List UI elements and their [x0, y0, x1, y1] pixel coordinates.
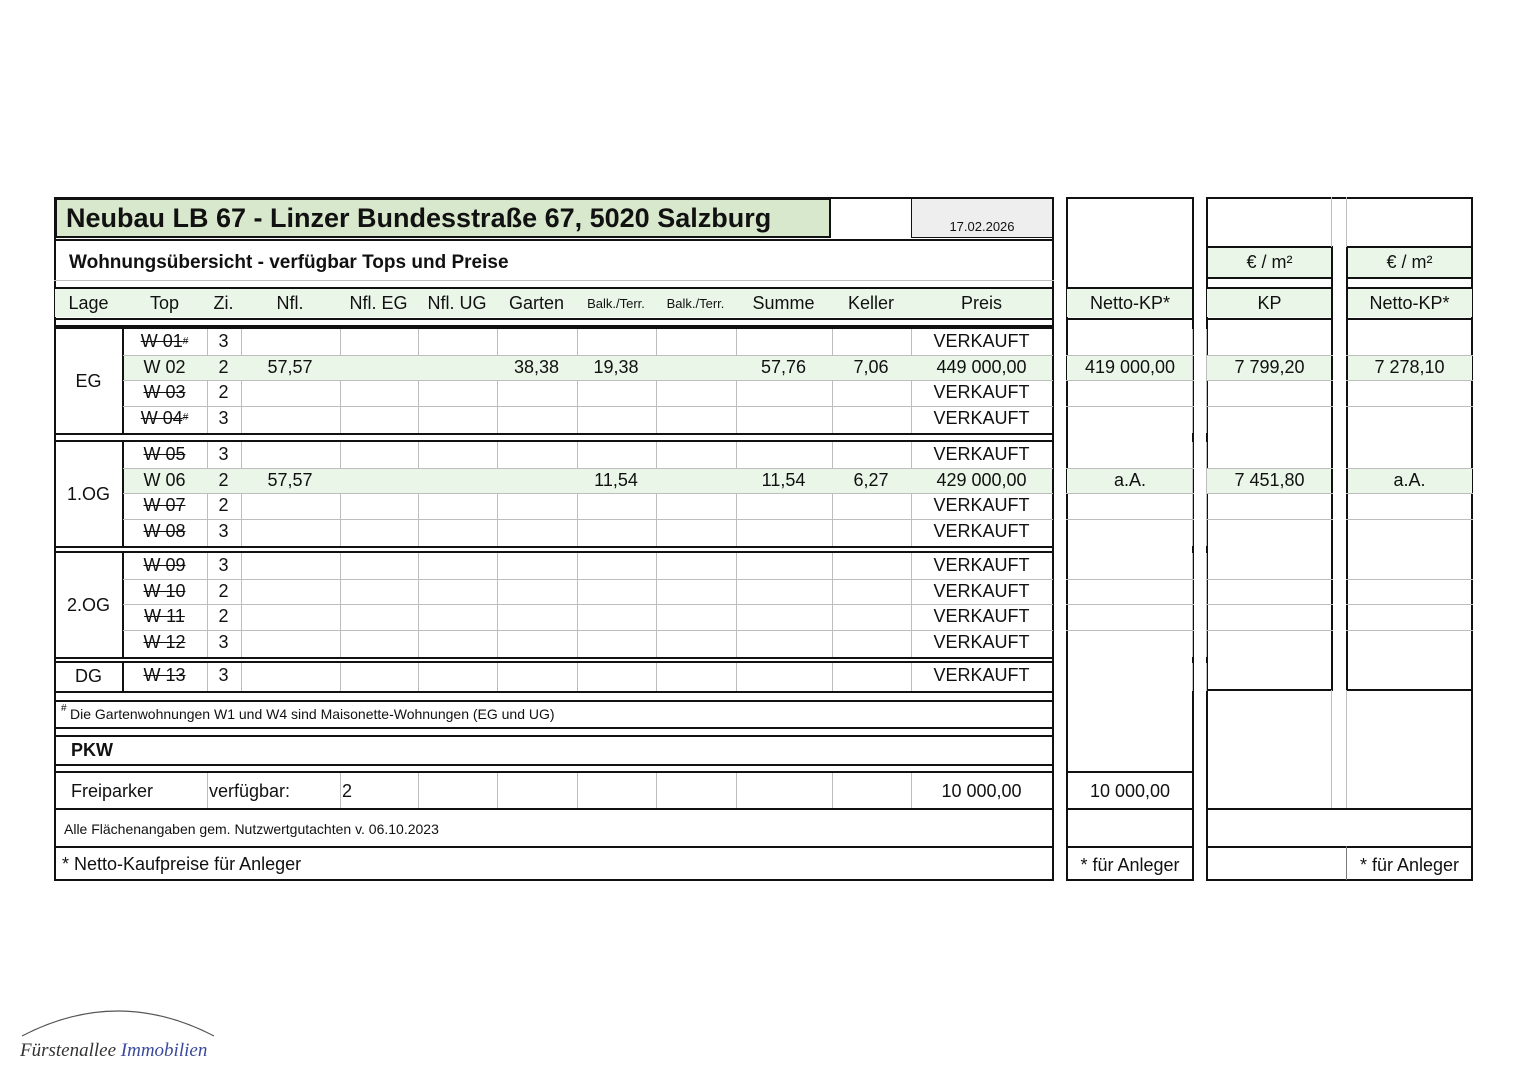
price-cell	[911, 630, 1052, 656]
footnote-text: Die Gartenwohnungen W1 und W4 sind Maisonette-Wohnungen (EG und UG)	[70, 706, 555, 722]
top-cell-value: W 08	[143, 520, 186, 541]
balcony-cell-value: 11,54	[594, 469, 638, 490]
price-cell-value: VERKAUFT	[933, 407, 1030, 428]
unit-header-kp: € / m²	[1246, 252, 1293, 272]
sum-cell	[736, 468, 831, 494]
col-header-balk-1: Balk./Terr.	[587, 295, 645, 311]
price-cell	[911, 468, 1052, 494]
rooms-cell-value: 3	[218, 555, 229, 576]
rooms-cell	[207, 468, 240, 494]
sum-cell-value: 57,76	[760, 356, 807, 377]
cellar-cell	[832, 355, 910, 381]
top-cell: W 01 #	[140, 331, 189, 352]
garden-cell	[497, 355, 576, 381]
pkw-avail-count: 2	[342, 781, 353, 801]
company-logo	[18, 1000, 218, 1070]
top-cell: W 04 #	[140, 407, 189, 428]
price-cell-value: VERKAUFT	[933, 495, 1030, 516]
price-cell	[911, 406, 1052, 432]
pkw-preis: 10 000,00	[941, 780, 1022, 801]
rooms-cell	[207, 579, 240, 605]
netto-price-cell	[1066, 468, 1194, 494]
top-cell-value: W 09	[143, 555, 186, 576]
balcony-cell	[577, 355, 655, 381]
netto-price-cell	[1066, 355, 1194, 381]
price-cell-value: VERKAUFT	[933, 631, 1030, 652]
col-header-keller: Keller	[847, 292, 895, 313]
netto-per-m2-cell-value: 7 278,10	[1374, 356, 1445, 377]
date-label: 17.02.2026	[949, 219, 1015, 234]
price-cell-value: VERKAUFT	[933, 555, 1030, 576]
rooms-cell	[207, 519, 240, 545]
garden-cell-value: 38,38	[513, 356, 560, 377]
top-cell-value: W 12	[143, 631, 186, 652]
price-cell	[911, 493, 1052, 519]
top-cell	[123, 553, 206, 579]
pkw-heading: PKW	[71, 740, 113, 760]
col-header-kp: KP	[1257, 292, 1282, 313]
rooms-cell-value: 2	[218, 606, 229, 627]
nfl-cell	[241, 468, 339, 494]
floor-label: EG	[75, 370, 102, 391]
netto-price-cell-value: 419 000,00	[1084, 356, 1176, 377]
col-header-nfl-eg: Nfl. EG	[349, 292, 408, 313]
kp-per-m2-cell	[1206, 468, 1333, 494]
price-cell-value: VERKAUFT	[933, 520, 1030, 541]
price-cell	[911, 519, 1052, 545]
price-cell-value: VERKAUFT	[933, 444, 1030, 465]
rooms-cell-value: 2	[218, 382, 229, 403]
top-cell	[123, 579, 206, 605]
col-header-zi: Zi.	[213, 292, 234, 313]
cellar-cell-value: 7,06	[853, 356, 889, 377]
rooms-cell-value: 3	[218, 665, 229, 686]
netto-price-cell-value: a.A.	[1113, 469, 1147, 490]
balcony-cell-value: 19,38	[593, 356, 639, 377]
top-cell	[123, 442, 206, 468]
price-cell-value: 449 000,00	[936, 356, 1027, 377]
footnote-marker: #	[61, 703, 67, 714]
price-cell-value: VERKAUFT	[933, 331, 1030, 352]
cellar-cell	[832, 468, 910, 494]
top-cell	[123, 663, 206, 689]
kp-per-m2-cell-value: 7 799,20	[1234, 356, 1305, 377]
rooms-cell	[207, 380, 240, 406]
top-cell	[123, 468, 206, 494]
top-cell-value: W 13	[143, 665, 186, 686]
cellar-cell-value: 6,27	[853, 469, 889, 490]
price-cell	[911, 579, 1052, 605]
top-cell-value: W 10	[143, 580, 186, 601]
rooms-cell	[207, 406, 240, 432]
price-cell	[911, 355, 1052, 381]
col-header-preis: Preis	[960, 292, 1002, 313]
kp-per-m2-cell-value: 7 451,80	[1234, 469, 1305, 490]
logo-word-2: Immobilien	[120, 1040, 208, 1061]
balcony-cell	[577, 468, 655, 494]
page-title: Neubau LB 67 - Linzer Bundesstraße 67, 5020 Salzburg	[66, 203, 772, 233]
pkw-label: Freiparker	[71, 781, 154, 801]
col-header-netto-kp: Netto-KP*	[1089, 292, 1171, 313]
sum-cell-value: 11,54	[761, 469, 806, 490]
col-header-garten: Garten	[508, 292, 565, 313]
rooms-cell-value: 3	[218, 407, 229, 428]
rooms-cell	[207, 604, 240, 630]
col-header-summe: Summe	[752, 292, 815, 313]
rooms-cell-value: 3	[218, 631, 229, 652]
col-header-balk-2: Balk./Terr.	[666, 295, 725, 311]
area-note: Alle Flächenangaben gem. Nutzwertgutachten v. 06.10.2023	[64, 821, 439, 837]
floor-label: DG	[75, 666, 102, 687]
top-cell-value: W 05	[143, 444, 186, 465]
rooms-cell-value: 2	[218, 469, 229, 490]
price-cell-value: VERKAUFT	[933, 382, 1030, 403]
top-cell	[123, 380, 206, 406]
price-cell-value: VERKAUFT	[933, 606, 1030, 627]
price-cell	[911, 442, 1052, 468]
nfl-cell	[241, 355, 339, 381]
col-header-lage: Lage	[68, 292, 109, 313]
logo-arc-icon	[18, 1000, 218, 1040]
floor-label: 1.OG	[66, 483, 110, 504]
bottom-note: * Netto-Kaufpreise für Anleger	[62, 854, 302, 874]
price-cell	[911, 329, 1052, 355]
rooms-cell	[207, 630, 240, 656]
top-cell-value: W 01	[140, 331, 183, 352]
col-header-nfl-ug: Nfl. UG	[427, 292, 487, 313]
rooms-cell-value: 3	[218, 520, 229, 541]
price-cell	[911, 663, 1052, 689]
rooms-cell	[207, 553, 240, 579]
netto-per-m2-cell-value: a.A.	[1393, 469, 1426, 490]
rooms-cell-value: 2	[218, 580, 229, 601]
col-header-netto-kp-m2: Netto-KP*	[1369, 292, 1450, 313]
kp-per-m2-cell	[1206, 355, 1333, 381]
rooms-cell	[207, 442, 240, 468]
top-cell-value: W 04	[140, 407, 183, 428]
price-cell-value: VERKAUFT	[933, 580, 1030, 601]
top-cell	[123, 604, 206, 630]
top-cell-value: W 03	[143, 382, 186, 403]
price-cell	[911, 380, 1052, 406]
logo-word-1: Fürstenallee	[20, 1040, 117, 1061]
rooms-cell	[207, 355, 240, 381]
rooms-cell-value: 3	[218, 331, 229, 352]
price-cell-value: 429 000,00	[936, 469, 1027, 490]
pkw-avail-label: verfügbar:	[209, 781, 291, 801]
price-cell-value: VERKAUFT	[933, 665, 1030, 686]
netto-per-m2-cell	[1346, 355, 1473, 381]
price-cell	[911, 604, 1052, 630]
top-cell-value: W 06	[143, 469, 186, 490]
price-cell	[911, 553, 1052, 579]
rooms-cell-value: 2	[218, 495, 229, 516]
floor-label: 2.OG	[66, 594, 110, 615]
rooms-cell	[207, 493, 240, 519]
nfl-cell-value: 57,57	[267, 469, 313, 490]
col-header-nfl: Nfl.	[276, 292, 304, 313]
subtitle: Wohnungsübersicht - verfügbar Tops und Preise	[69, 252, 509, 273]
anleger-note-2: * für Anleger	[1359, 854, 1460, 875]
top-cell	[123, 519, 206, 545]
netto-per-m2-cell	[1346, 468, 1473, 494]
rooms-cell	[207, 663, 240, 689]
top-cell	[123, 355, 206, 381]
sum-cell	[736, 355, 831, 381]
rooms-cell	[207, 329, 240, 355]
top-cell-value: W 07	[143, 495, 186, 516]
rooms-cell-value: 3	[218, 444, 229, 465]
col-header-top: Top	[149, 292, 180, 313]
nfl-cell-value: 57,57	[267, 356, 313, 377]
top-cell-value: W 11	[144, 606, 185, 627]
unit-header-netto: € / m²	[1386, 252, 1433, 272]
top-cell	[123, 630, 206, 656]
pkw-netto: 10 000,00	[1089, 780, 1171, 801]
anleger-note-1: * für Anleger	[1080, 854, 1180, 875]
top-cell	[123, 493, 206, 519]
top-cell-value: W 02	[143, 356, 186, 377]
rooms-cell-value: 2	[218, 356, 229, 377]
